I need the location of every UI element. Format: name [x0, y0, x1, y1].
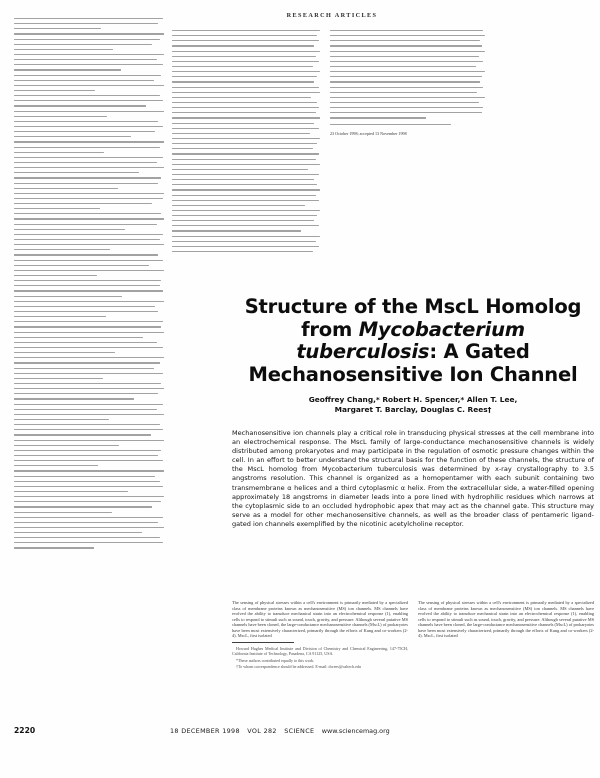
acknowledgments-column-right	[330, 30, 485, 280]
footnote-affiliation: Howard Hughes Medical Institute and Division of Chemistry and Chemical Engineering, 147-75CH, California Institute of Technology, Pasadena, CA 91125, USA.	[232, 646, 408, 657]
footer-url[interactable]: www.sciencemag.org	[321, 727, 390, 735]
references-column	[14, 18, 164, 578]
page-number: 2220	[14, 726, 36, 735]
intro-continuation-paragraph: The sensing of physical stresses within a cell's environment is primarily mediated by a specialized class of membrane proteins known as mechanosensitive (MS) ion channels. MS channels have evolved the ability to transduce mechanical strain into an electrochemical response (1), enabling cells to respond to stimuli such as sound, touch, gravity, and pressure. Although several putative MS channels have been cloned, the large-conductance mechanosensitive channels (MscL) of prokaryotes have been most extensively characterized, primarily through the efforts of Kung and co-workers (2-4). MscL, first isolated	[418, 600, 594, 638]
running-head	[232, 12, 432, 19]
intro-column-right	[418, 600, 594, 641]
intro-text: The sensing of physical stresses within a cell's environment is primarily mediated by a specialized class of membrane proteins known as mechanosensitive (MS) ion channels. MS channels have evolved the ability to transduce mechanical strain into an electrochemical response (1), enabling cells to respond to stimuli such as sound, touch, gravity, and pressure. Although several putative MS channels have been cloned, the large-conductance mechanosensitive channels (MscL) of prokaryotes have been most extensively characterized, primarily through the efforts of Kung and co-workers (2-4). MscL, first isolated	[232, 600, 408, 638]
middle-column-scan-lines	[172, 30, 320, 252]
intro-column-left	[232, 600, 408, 671]
continuation-column-middle	[172, 30, 320, 280]
article-title-block	[232, 296, 594, 415]
intro-paragraph	[232, 600, 408, 639]
received-accepted-line: 23 October 1998; accepted 13 November 1998	[330, 130, 407, 136]
right-column-scan-lines	[330, 30, 485, 125]
footnote-equal-contribution: *These authors contributed equally to this work.	[236, 657, 315, 663]
author-list	[232, 395, 594, 415]
footer-journal-name: SCIENCE	[284, 727, 315, 735]
footnote-divider	[232, 642, 294, 643]
running-head-text: RESEARCH ARTICLES	[286, 12, 378, 19]
author-line-2: Margaret T. Barclay, Douglas C. Rees†	[334, 405, 492, 414]
title-line-1: Structure of the MscL Homolog	[244, 295, 582, 318]
title-line-2-prefix: from	[301, 317, 359, 341]
footer-citation	[170, 727, 500, 735]
title-line-2-genus: Mycobacterium	[358, 317, 525, 341]
author-line-1: Geoffrey Chang,* Robert H. Spencer,* Allen T. Lee,	[308, 395, 518, 404]
title-line-3-species: tuberculosis	[296, 340, 430, 363]
references-scan-lines	[14, 18, 164, 549]
footnote-correspondence: †To whom correspondence should be addressed. E-mail: dcrees@caltech.edu	[236, 664, 361, 670]
title-line-4: Mechanosensitive Ion Channel	[248, 362, 578, 386]
article-title	[232, 296, 594, 386]
footer-date: 18 DECEMBER 1998	[170, 727, 240, 735]
abstract: Mechanosensitive ion channels play a critical role in transducing physical stresses at the cell membrane into an electrochemical response. The MscL family of large-conductance mechanosensitive channels is widely distributed among prokaryotes and may participate in the regulation of osmotic pressure changes within the cell. In an effort to better understand the structural basis for the function of these channels, the structure of the MscL homolog from Mycobacterium tuberculosis was determined by x-ray crystallography to 3.5 angstroms resolution. This channel is organized as a homopentamer with each subunit containing two transmembrane α helices and a third cytoplasmic α helix. From the extracellular side, a water-filled opening approximately 18 angstroms in diameter leads into a pore lined with hydrophilic residues which narrows at the cytoplasmic side to an occluded hydrophobic apex that may act as the channel gate. This structure may serve as a model for other mechanosensitive channels, as well as the broader class of pentameric ligand-gated ion channels exemplified by the nicotinic acetylcholine receptor.	[232, 429, 594, 528]
title-line-3-suffix: : A Gated	[429, 340, 530, 363]
footer-volume: VOL 282	[247, 727, 277, 735]
footnote-block	[232, 646, 408, 669]
